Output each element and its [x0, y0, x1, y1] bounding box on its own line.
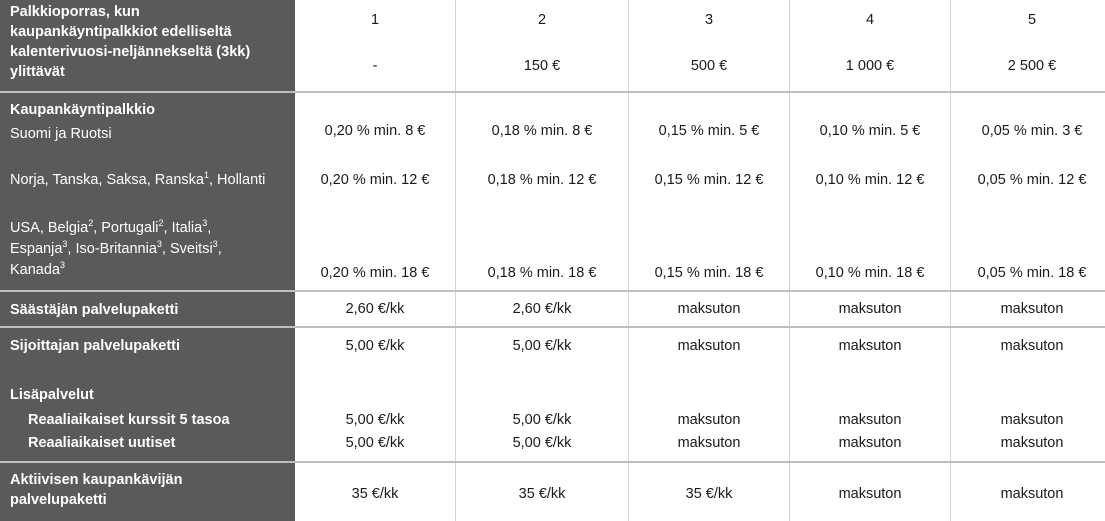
commission-value: 0,18 % min. 8 €: [491, 123, 593, 139]
tier-threshold: -: [372, 58, 378, 74]
commission-row-label: Suomi ja Ruotsi: [10, 126, 112, 142]
commission-title: Kaupankäyntipalkkio: [10, 102, 156, 118]
column-divider: [455, 0, 456, 521]
extra-service-value: maksuton: [677, 435, 741, 451]
extra-service-value: 5,00 €/kk: [345, 412, 405, 428]
tier-number: 3: [704, 12, 714, 28]
investor-package-value: 5,00 €/kk: [345, 338, 405, 354]
tier-number: 5: [1027, 12, 1037, 28]
footnote-marker: 3: [156, 239, 162, 249]
footnote-marker: 3: [62, 239, 68, 249]
investor-package-value: maksuton: [1000, 338, 1064, 354]
column-divider: [950, 0, 951, 521]
header-label-line: kalenterivuosi-neljännekseltä (3kk): [10, 44, 251, 60]
row-divider: [0, 326, 1105, 328]
active-trader-label-line: palvelupaketti: [10, 492, 107, 508]
extra-service-value: maksuton: [1000, 412, 1064, 428]
footnote-marker: 2: [88, 218, 94, 228]
saver-package-value: maksuton: [1000, 301, 1064, 317]
commission-value: 0,10 % min. 5 €: [819, 123, 921, 139]
row-divider: [0, 290, 1105, 292]
active-trader-value: 35 €/kk: [685, 486, 733, 502]
commission-value: 0,15 % min. 12 €: [654, 172, 764, 188]
commission-row-label-line: USA, Belgia$^2$, Portugali$^2$, Italia$^3$,: [10, 218, 212, 236]
commission-value: 0,15 % min. 5 €: [658, 123, 760, 139]
saver-package-value: 2,60 €/kk: [512, 301, 572, 317]
commission-value: 0,20 % min. 8 €: [324, 123, 426, 139]
commission-value: 0,10 % min. 18 €: [815, 265, 925, 281]
commission-value: 0,20 % min. 12 €: [320, 172, 430, 188]
header-label-line: ylittävät: [10, 64, 65, 80]
active-trader-label-line: Aktiivisen kaupankävijän: [10, 472, 183, 488]
saver-package-value: 2,60 €/kk: [345, 301, 405, 317]
extra-service-value: 5,00 €/kk: [345, 435, 405, 451]
commission-row-label: Norja, Tanska, Saksa, Ranska$^1$, Hollanti: [10, 170, 266, 188]
tier-threshold: 1 000 €: [845, 58, 895, 74]
active-trader-value: 35 €/kk: [518, 486, 566, 502]
extra-service-value: maksuton: [677, 412, 741, 428]
commission-value: 0,05 % min. 12 €: [977, 172, 1087, 188]
extra-service-value: maksuton: [838, 412, 902, 428]
commission-row-label-line: Kanada$^3$: [10, 260, 66, 278]
commission-value: 0,05 % min. 3 €: [981, 123, 1083, 139]
active-trader-value: maksuton: [838, 486, 902, 502]
footnote-marker: 1: [203, 170, 209, 180]
extra-services-title: Lisäpalvelut: [10, 387, 94, 403]
tier-number: 4: [865, 12, 875, 28]
saver-package-value: maksuton: [677, 301, 741, 317]
tier-threshold: 500 €: [690, 58, 728, 74]
commission-value: 0,10 % min. 12 €: [815, 172, 925, 188]
tier-number: 2: [537, 12, 547, 28]
footnote-marker: 2: [158, 218, 164, 228]
investor-package-value: 5,00 €/kk: [512, 338, 572, 354]
commission-value: 0,18 % min. 12 €: [487, 172, 597, 188]
extra-service-value: maksuton: [1000, 435, 1064, 451]
header-label-line: Palkkioporras, kun: [10, 4, 140, 20]
tier-threshold: 2 500 €: [1007, 58, 1057, 74]
active-trader-value: maksuton: [1000, 486, 1064, 502]
row-divider: [0, 91, 1105, 93]
tier-threshold: 150 €: [523, 58, 561, 74]
commission-value: 0,05 % min. 18 €: [977, 265, 1087, 281]
row-divider: [0, 461, 1105, 463]
extra-service-label: Reaaliaikaiset kurssit 5 tasoa: [28, 412, 230, 428]
extra-service-value: 5,00 €/kk: [512, 412, 572, 428]
investor-package-value: maksuton: [838, 338, 902, 354]
extra-service-label: Reaaliaikaiset uutiset: [28, 435, 176, 451]
investor-package-label: Sijoittajan palvelupaketti: [10, 338, 181, 354]
saver-package-value: maksuton: [838, 301, 902, 317]
active-trader-value: 35 €/kk: [351, 486, 399, 502]
tier-number: 1: [370, 12, 380, 28]
header-label-line: kaupankäyntipalkkiot edelliseltä: [10, 24, 232, 40]
investor-package-value: maksuton: [677, 338, 741, 354]
commission-row-label-line: Espanja$^3$, Iso-Britannia$^3$, Sveitsi$^3$,: [10, 239, 222, 257]
saver-package-label: Säästäjän palvelupaketti: [10, 302, 179, 318]
extra-service-value: maksuton: [838, 435, 902, 451]
extra-service-value: 5,00 €/kk: [512, 435, 572, 451]
footnote-marker: 3: [212, 239, 218, 249]
footnote-marker: 3: [60, 260, 66, 270]
commission-value: 0,18 % min. 18 €: [487, 265, 597, 281]
commission-value: 0,15 % min. 18 €: [654, 265, 764, 281]
footnote-marker: 3: [202, 218, 208, 228]
commission-value: 0,20 % min. 18 €: [320, 265, 430, 281]
